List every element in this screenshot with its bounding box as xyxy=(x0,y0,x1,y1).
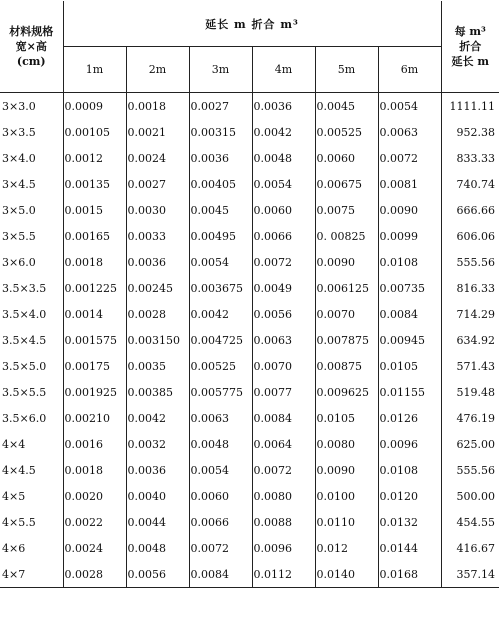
table-row xyxy=(0,171,499,197)
volume-cell-2m: 0.0040 xyxy=(126,483,189,509)
volume-cell-5m: 0.00525 xyxy=(315,119,378,145)
length-per-m3-cell: 476.19 xyxy=(441,405,499,431)
volume-cell-5m: 0.0090 xyxy=(315,249,378,275)
volume-cell-2m: 0.0035 xyxy=(126,353,189,379)
volume-cell-2m: 0.0033 xyxy=(126,223,189,249)
volume-cell-6m: 0.0054 xyxy=(378,93,441,120)
table-row xyxy=(0,301,499,327)
spec-header-line3: (cm) xyxy=(16,55,46,68)
table-body xyxy=(0,93,499,588)
volume-cell-6m: 0.0108 xyxy=(378,249,441,275)
length-header-6m: 6m xyxy=(378,47,441,93)
table-row xyxy=(0,431,499,457)
header-row-lengths xyxy=(0,47,499,93)
material-size-cell: 3.5×4.5 xyxy=(0,327,63,353)
volume-cell-1m: 0.0012 xyxy=(63,145,126,171)
length-per-m3-cell: 952.38 xyxy=(441,119,499,145)
volume-cell-4m: 0.0072 xyxy=(252,249,315,275)
volume-cell-5m: 0.00875 xyxy=(315,353,378,379)
volume-cell-6m: 0.0090 xyxy=(378,197,441,223)
volume-cell-1m: 0.0016 xyxy=(63,431,126,457)
length-per-m3-cell: 357.14 xyxy=(441,561,499,588)
length-header-3m: 3m xyxy=(189,47,252,93)
table-row xyxy=(0,327,499,353)
volume-cell-1m: 0.0014 xyxy=(63,301,126,327)
volume-cell-3m: 0.00495 xyxy=(189,223,252,249)
table-row xyxy=(0,535,499,561)
material-size-cell: 3.5×6.0 xyxy=(0,405,63,431)
material-size-cell: 4×5.5 xyxy=(0,509,63,535)
volume-cell-6m: 0.01155 xyxy=(378,379,441,405)
volume-cell-6m: 0.0099 xyxy=(378,223,441,249)
table-row xyxy=(0,379,499,405)
volume-cell-3m: 0.004725 xyxy=(189,327,252,353)
lumber-volume-table xyxy=(0,1,499,588)
volume-cell-2m: 0.0042 xyxy=(126,405,189,431)
volume-cell-5m: 0.0140 xyxy=(315,561,378,588)
table-row xyxy=(0,197,499,223)
volume-cell-5m: 0.009625 xyxy=(315,379,378,405)
volume-cell-5m: 0.0075 xyxy=(315,197,378,223)
volume-cell-6m: 0.0096 xyxy=(378,431,441,457)
table-row xyxy=(0,457,499,483)
length-per-m3-cell: 454.55 xyxy=(441,509,499,535)
volume-cell-4m: 0.0084 xyxy=(252,405,315,431)
material-size-cell: 3.5×5.0 xyxy=(0,353,63,379)
volume-cell-3m: 0.0063 xyxy=(189,405,252,431)
volume-cell-3m: 0.0072 xyxy=(189,535,252,561)
volume-cell-5m: 0.0045 xyxy=(315,93,378,120)
material-size-cell: 4×6 xyxy=(0,535,63,561)
volume-cell-3m: 0.00405 xyxy=(189,171,252,197)
table-row xyxy=(0,249,499,275)
per-header-line3: 延长 m xyxy=(451,55,489,68)
volume-cell-4m: 0.0042 xyxy=(252,119,315,145)
volume-cell-3m: 0.0084 xyxy=(189,561,252,588)
volume-cell-3m: 0.0042 xyxy=(189,301,252,327)
length-per-m3-cell: 555.56 xyxy=(441,249,499,275)
volume-cell-2m: 0.0048 xyxy=(126,535,189,561)
volume-cell-4m: 0.0072 xyxy=(252,457,315,483)
material-size-cell: 3×6.0 xyxy=(0,249,63,275)
volume-cell-3m: 0.0048 xyxy=(189,431,252,457)
volume-cell-4m: 0.0064 xyxy=(252,431,315,457)
material-size-cell: 4×5 xyxy=(0,483,63,509)
volume-cell-3m: 0.00525 xyxy=(189,353,252,379)
volume-cell-5m: 0.007875 xyxy=(315,327,378,353)
volume-cell-6m: 0.0132 xyxy=(378,509,441,535)
volume-cell-4m: 0.0066 xyxy=(252,223,315,249)
volume-cell-2m: 0.0036 xyxy=(126,457,189,483)
volume-cell-3m: 0.0060 xyxy=(189,483,252,509)
volume-cell-1m: 0.00105 xyxy=(63,119,126,145)
spec-header-line2: 宽×高 xyxy=(15,40,47,53)
length-per-m3-cell: 740.74 xyxy=(441,171,499,197)
volume-cell-2m: 0.0044 xyxy=(126,509,189,535)
volume-cell-6m: 0.0168 xyxy=(378,561,441,588)
spec-header-line1: 材料规格 xyxy=(9,25,54,38)
volume-cell-1m: 0.0015 xyxy=(63,197,126,223)
volume-cell-6m: 0.0120 xyxy=(378,483,441,509)
volume-cell-2m: 0.0036 xyxy=(126,249,189,275)
table-row xyxy=(0,223,499,249)
per-header-line1: 每 m³ xyxy=(454,25,486,38)
volume-cell-4m: 0.0077 xyxy=(252,379,315,405)
volume-cell-4m: 0.0049 xyxy=(252,275,315,301)
volume-cell-2m: 0.0056 xyxy=(126,561,189,588)
material-size-cell: 3×5.0 xyxy=(0,197,63,223)
length-per-m3-cell: 571.43 xyxy=(441,353,499,379)
material-size-cell: 3×3.0 xyxy=(0,93,63,120)
length-header-4m: 4m xyxy=(252,47,315,93)
volume-cell-5m: 0.0060 xyxy=(315,145,378,171)
volume-cell-6m: 0.0126 xyxy=(378,405,441,431)
volume-cell-3m: 0.0045 xyxy=(189,197,252,223)
volume-cell-3m: 0.0054 xyxy=(189,249,252,275)
volume-cell-6m: 0.0105 xyxy=(378,353,441,379)
table-row xyxy=(0,119,499,145)
volume-cell-2m: 0.0028 xyxy=(126,301,189,327)
volume-cell-1m: 0.0028 xyxy=(63,561,126,588)
volume-cell-4m: 0.0096 xyxy=(252,535,315,561)
volume-cell-5m: 0.006125 xyxy=(315,275,378,301)
volume-cell-2m: 0.0030 xyxy=(126,197,189,223)
header-row-main xyxy=(0,1,499,47)
volume-cell-4m: 0.0112 xyxy=(252,561,315,588)
volume-cell-2m: 0.0027 xyxy=(126,171,189,197)
length-per-m3-cell: 1111.11 xyxy=(441,93,499,120)
length-per-m3-cell: 416.67 xyxy=(441,535,499,561)
volume-cell-5m: 0.0100 xyxy=(315,483,378,509)
volume-cell-6m: 0.0081 xyxy=(378,171,441,197)
volume-cell-2m: 0.0024 xyxy=(126,145,189,171)
length-volume-header: 延长 m 折合 m³ xyxy=(63,1,441,47)
table-row xyxy=(0,353,499,379)
length-header-1m: 1m xyxy=(63,47,126,93)
volume-cell-6m: 0.00735 xyxy=(378,275,441,301)
volume-cell-1m: 0.00210 xyxy=(63,405,126,431)
material-size-cell: 3×3.5 xyxy=(0,119,63,145)
volume-cell-1m: 0.0009 xyxy=(63,93,126,120)
material-size-cell: 3×4.5 xyxy=(0,171,63,197)
material-size-cell: 4×7 xyxy=(0,561,63,588)
volume-cell-6m: 0.00945 xyxy=(378,327,441,353)
volume-cell-1m: 0.00175 xyxy=(63,353,126,379)
table-row xyxy=(0,145,499,171)
volume-cell-1m: 0.001225 xyxy=(63,275,126,301)
volume-cell-4m: 0.0060 xyxy=(252,197,315,223)
volume-cell-2m: 0.00385 xyxy=(126,379,189,405)
volume-cell-5m: 0.012 xyxy=(315,535,378,561)
volume-cell-5m: 0.00675 xyxy=(315,171,378,197)
volume-cell-6m: 0.0072 xyxy=(378,145,441,171)
per-header-line2: 折合 xyxy=(459,40,482,53)
volume-cell-3m: 0.003675 xyxy=(189,275,252,301)
length-per-m3-cell: 816.33 xyxy=(441,275,499,301)
volume-cell-4m: 0.0056 xyxy=(252,301,315,327)
length-per-m3-cell: 833.33 xyxy=(441,145,499,171)
volume-cell-4m: 0.0054 xyxy=(252,171,315,197)
volume-cell-2m: 0.00245 xyxy=(126,275,189,301)
volume-cell-5m: 0.0090 xyxy=(315,457,378,483)
volume-cell-1m: 0.001925 xyxy=(63,379,126,405)
volume-cell-2m: 0.0018 xyxy=(126,93,189,120)
volume-cell-6m: 0.0144 xyxy=(378,535,441,561)
volume-cell-2m: 0.003150 xyxy=(126,327,189,353)
volume-cell-3m: 0.0036 xyxy=(189,145,252,171)
volume-cell-5m: 0.0080 xyxy=(315,431,378,457)
volume-cell-4m: 0.0048 xyxy=(252,145,315,171)
length-per-m3-cell: 714.29 xyxy=(441,301,499,327)
material-size-cell: 4×4.5 xyxy=(0,457,63,483)
volume-cell-3m: 0.005775 xyxy=(189,379,252,405)
volume-cell-1m: 0.0022 xyxy=(63,509,126,535)
material-size-cell: 4×4 xyxy=(0,431,63,457)
volume-cell-4m: 0.0080 xyxy=(252,483,315,509)
length-per-m3-cell: 519.48 xyxy=(441,379,499,405)
volume-cell-1m: 0.0024 xyxy=(63,535,126,561)
length-header-5m: 5m xyxy=(315,47,378,93)
per-m3-column-header xyxy=(441,1,499,93)
volume-cell-6m: 0.0084 xyxy=(378,301,441,327)
volume-cell-3m: 0.00315 xyxy=(189,119,252,145)
length-per-m3-cell: 625.00 xyxy=(441,431,499,457)
table-row xyxy=(0,93,499,120)
volume-cell-5m: 0. 00825 xyxy=(315,223,378,249)
volume-cell-3m: 0.0054 xyxy=(189,457,252,483)
table-row xyxy=(0,405,499,431)
volume-cell-5m: 0.0070 xyxy=(315,301,378,327)
material-size-cell: 3.5×3.5 xyxy=(0,275,63,301)
table-row xyxy=(0,561,499,588)
length-per-m3-cell: 500.00 xyxy=(441,483,499,509)
length-per-m3-cell: 555.56 xyxy=(441,457,499,483)
table-row xyxy=(0,483,499,509)
volume-cell-4m: 0.0088 xyxy=(252,509,315,535)
volume-cell-5m: 0.0110 xyxy=(315,509,378,535)
volume-cell-6m: 0.0108 xyxy=(378,457,441,483)
volume-cell-3m: 0.0027 xyxy=(189,93,252,120)
volume-cell-1m: 0.0018 xyxy=(63,457,126,483)
volume-cell-4m: 0.0070 xyxy=(252,353,315,379)
table-row xyxy=(0,275,499,301)
spec-column-header xyxy=(0,1,63,93)
length-header-2m: 2m xyxy=(126,47,189,93)
volume-cell-5m: 0.0105 xyxy=(315,405,378,431)
material-size-cell: 3×5.5 xyxy=(0,223,63,249)
volume-cell-1m: 0.0018 xyxy=(63,249,126,275)
material-size-cell: 3×4.0 xyxy=(0,145,63,171)
material-size-cell: 3.5×4.0 xyxy=(0,301,63,327)
volume-cell-1m: 0.00165 xyxy=(63,223,126,249)
volume-cell-1m: 0.0020 xyxy=(63,483,126,509)
volume-cell-1m: 0.001575 xyxy=(63,327,126,353)
table-row xyxy=(0,509,499,535)
volume-cell-2m: 0.0032 xyxy=(126,431,189,457)
length-per-m3-cell: 634.92 xyxy=(441,327,499,353)
length-per-m3-cell: 606.06 xyxy=(441,223,499,249)
volume-cell-4m: 0.0063 xyxy=(252,327,315,353)
volume-cell-2m: 0.0021 xyxy=(126,119,189,145)
volume-cell-4m: 0.0036 xyxy=(252,93,315,120)
volume-cell-1m: 0.00135 xyxy=(63,171,126,197)
length-per-m3-cell: 666.66 xyxy=(441,197,499,223)
volume-cell-6m: 0.0063 xyxy=(378,119,441,145)
volume-cell-3m: 0.0066 xyxy=(189,509,252,535)
material-size-cell: 3.5×5.5 xyxy=(0,379,63,405)
